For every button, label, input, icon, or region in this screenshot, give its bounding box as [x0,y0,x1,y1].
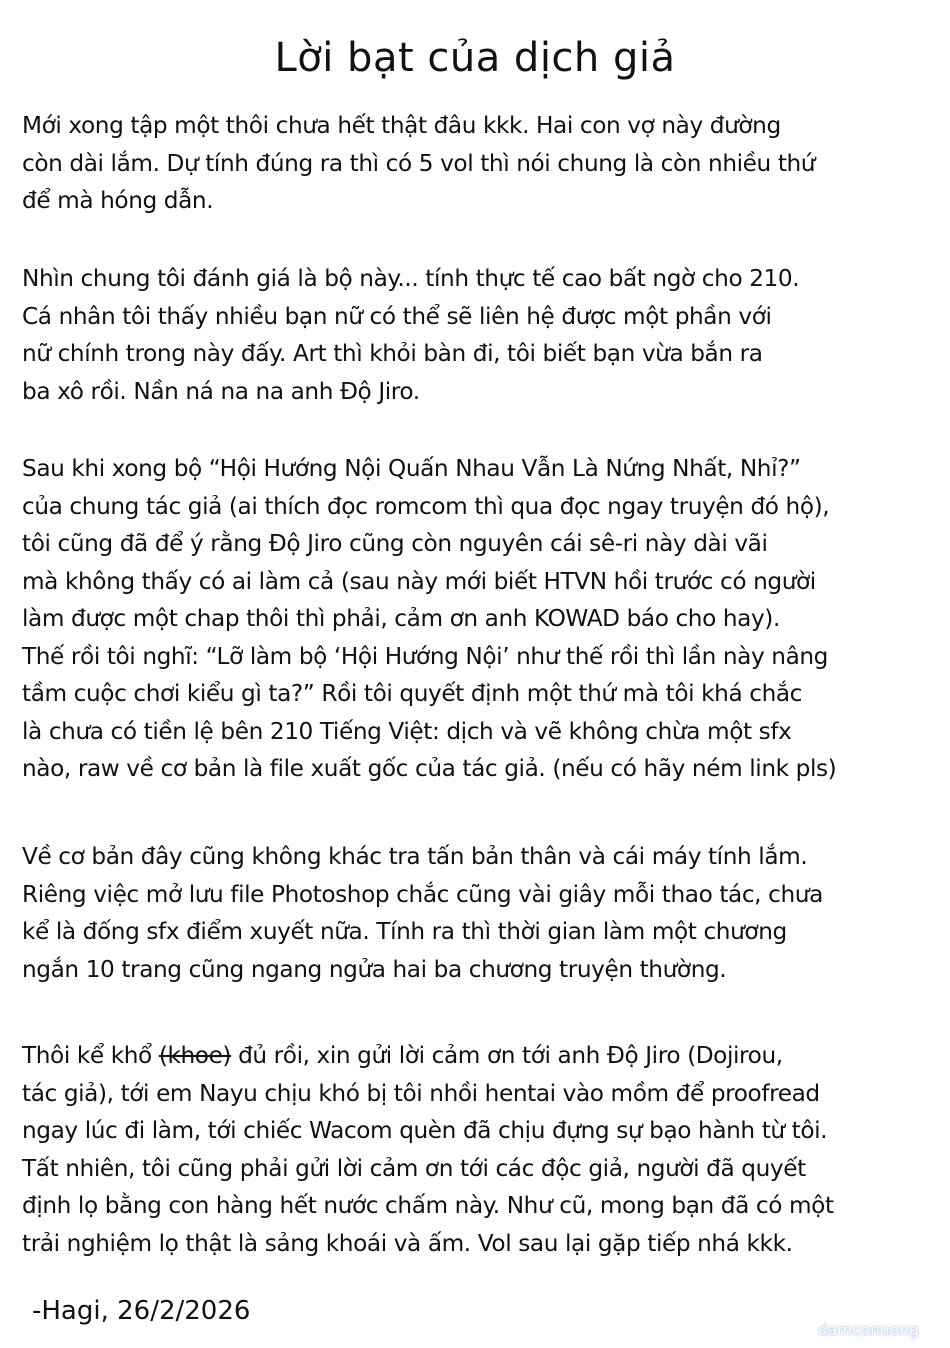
text-line: để mà hóng dẫn. [22,187,214,214]
text-line: của chung tác giả (ai thích đọc romcom thì qua đọc ngay truyện đó hộ), [22,492,830,520]
text-line: ba xô rồi. Nần ná na na anh Độ Jiro. [22,377,420,405]
paragraph-1 [22,107,947,220]
text-line: còn dài lắm. Dự tính đúng ra thì có 5 vol thì nói chung là còn nhiều thứ [22,149,816,177]
text-line: Nhìn chung tôi đánh giá là bộ này... tính thực tế cao bất ngờ cho 210. [22,265,800,292]
text-line: tôi cũng đã để ý rằng Độ Jiro cũng còn nguyên cái sê-ri này dài vãi [22,530,768,557]
paragraph-5 [22,1037,947,1262]
watermark: damconuong [818,1321,919,1339]
text-line: định lọ bằng con hàng hết nước chấm này. Như cũ, mong bạn đã có một [22,1192,834,1219]
text-line: Cá nhân tôi thấy nhiều bạn nữ có thể sẽ liên hệ được một phần với [22,302,772,330]
text-line: kể là đống sfx điểm xuyết nữa. Tính ra thì thời gian làm một chương [22,918,787,945]
text-line: làm được một chap thôi thì phải, cảm ơn anh KOWAD báo cho hay). [22,605,780,632]
text-line: ngắn 10 trang cũng ngang ngửa hai ba chương truyện thường. [22,955,727,983]
text-line: ngay lúc đi làm, tới chiếc Wacom quèn đã chịu đựng sự bạo hành từ tôi. [22,1117,828,1144]
page-title: Lời bạt của dịch giả [274,35,676,81]
text-line: Riêng việc mở lưu file Photoshop chắc cũng vài giây mỗi thao tác, chưa [22,880,823,908]
text-line: tác giả), tới em Nayu chịu khó bị tôi nhồi hentai vào mồm để proofread [22,1079,820,1107]
text-segment: đủ rồi, xin gửi lời cảm ơn tới anh Độ Jiro (Dojirou, [231,1042,783,1069]
signature: -Hagi, 26/2/2026 [32,1296,251,1326]
text-segment: Thôi kể khổ [22,1042,159,1069]
paragraph-2 [22,260,947,410]
text-line: Về cơ bản đây cũng không khác tra tấn bản thân và cái máy tính lắm. [22,843,808,870]
text-line: Thế rồi tôi nghĩ: “Lỡ làm bộ ‘Hội Hướng Nội’ như thế rồi thì lần này nâng [22,642,828,670]
text-line: trải nghiệm lọ thật là sảng khoái và ấm. Vol sau lại gặp tiếp nhá kkk. [22,1229,793,1257]
text-line: mà không thấy có ai làm cả (sau này mới biết HTVN hồi trước có người [22,567,816,595]
text-line [22,1037,947,1075]
text-line: nào, raw về cơ bản là file xuất gốc của tác giả. (nếu có hãy ném link pls) [22,755,837,782]
text-line: nữ chính trong này đấy. Art thì khỏi bàn đi, tôi biết bạn vừa bắn ra [22,340,763,367]
text-line: tầm cuộc chơi kiểu gì ta?” Rồi tôi quyết định một thứ mà tôi khá chắc [22,680,803,707]
strikethrough-text: (khoe) [158,1042,232,1069]
paragraph-3 [22,450,947,788]
paragraph-4 [22,838,947,988]
text-line: Sau khi xong bộ “Hội Hướng Nội Quấn Nhau Vẫn Là Nứng Nhất, Nhỉ?” [22,455,801,482]
text-line: Tất nhiên, tôi cũng phải gửi lời cảm ơn tới các độc giả, người đã quyết [22,1154,806,1182]
text-line: là chưa có tiền lệ bên 210 Tiếng Việt: dịch và vẽ không chừa một sfx [22,717,792,745]
text-line: Mới xong tập một thôi chưa hết thật đâu kkk. Hai con vợ này đường [22,112,781,139]
